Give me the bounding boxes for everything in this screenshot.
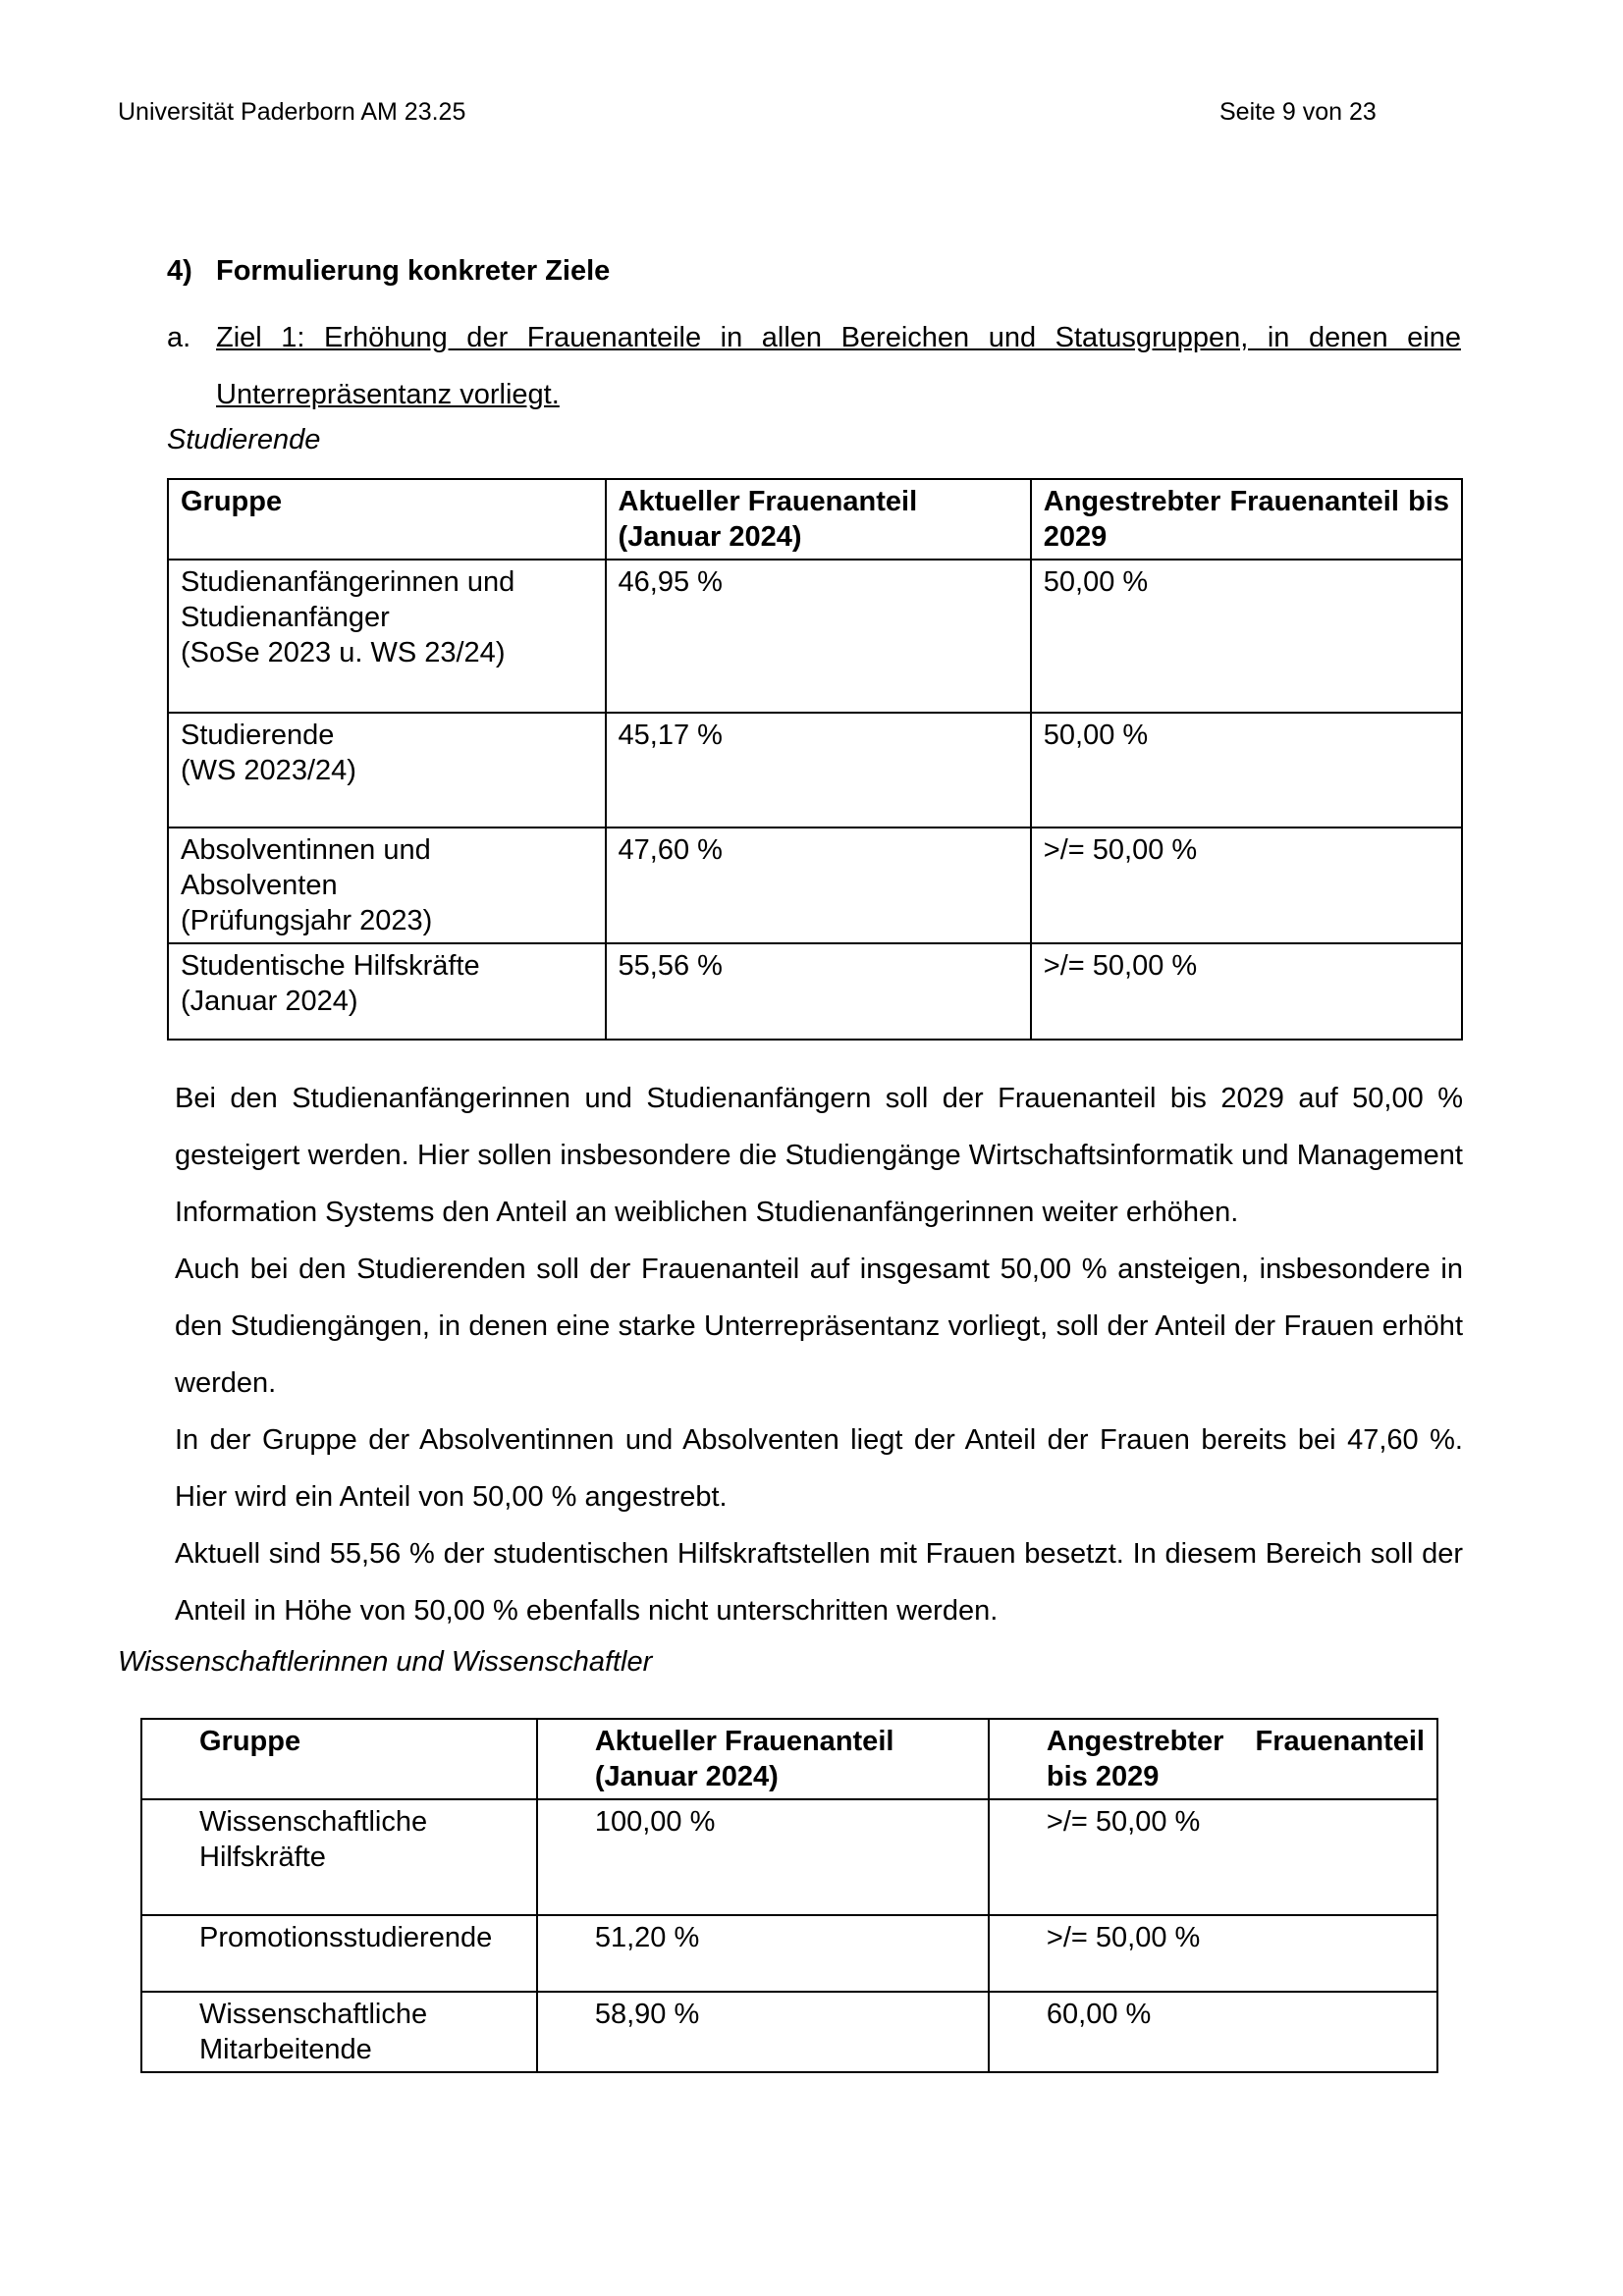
paragraph: Bei den Studienanfängerinnen und Studienanfängern soll der Frauenanteil bis 2029 auf 50,00 % gesteigert werden. Hier sollen insbesondere die Studiengänge Wirtschaftsinformatik und Management Information Systems den Anteil an weiblichen Studienanfängerinnen weiter erhöhen. xyxy=(175,1083,1463,1228)
group-line: Studienanfängerinnen und xyxy=(181,566,515,598)
target-share-cell: 50,00 % xyxy=(1031,560,1462,713)
table-row xyxy=(141,1992,1437,2072)
explanation-text xyxy=(175,1070,1463,1639)
table-row xyxy=(168,560,1462,713)
group-cell xyxy=(141,1799,537,1915)
current-share-cell: 47,60 % xyxy=(606,828,1031,943)
table-row xyxy=(168,713,1462,828)
table-header-row xyxy=(141,1719,1437,1799)
group-line: Studienanfänger xyxy=(181,602,390,633)
group-line: (WS 2023/24) xyxy=(181,755,356,786)
header-page-number: Seite 9 von 23 xyxy=(1219,98,1377,126)
section-heading xyxy=(167,255,610,288)
goal-item xyxy=(167,309,1461,423)
group-line: (SoSe 2023 u. WS 23/24) xyxy=(181,637,506,668)
paragraph: Aktuell sind 55,56 % der studentischen Hilfskraftstellen mit Frauen besetzt. In diesem Bereich soll der Anteil in Höhe von 50,00 % ebenfalls nicht unterschritten werden. xyxy=(175,1538,1463,1627)
goal-marker: a. xyxy=(167,322,191,353)
group-line: Absolventinnen und Absolventen xyxy=(181,834,431,901)
current-share-cell: 58,90 % xyxy=(537,1992,989,2072)
section-title: Formulierung konkreter Ziele xyxy=(216,255,611,287)
group-line: (Januar 2024) xyxy=(181,986,358,1017)
students-table xyxy=(167,478,1463,1041)
column-header-target: Angestrebter Frauenanteil bis 2029 xyxy=(989,1719,1437,1799)
target-share-cell: 50,00 % xyxy=(1031,713,1462,828)
group-line: Wissenschaftliche xyxy=(199,1806,428,1838)
paragraph: In der Gruppe der Absolventinnen und Absolventen liegt der Anteil der Frauen bereits bei 47,60 %. Hier wird ein Anteil von 50,00 % angestrebt. xyxy=(175,1424,1463,1513)
column-header-group: Gruppe xyxy=(168,479,606,560)
current-share-cell: 45,17 % xyxy=(606,713,1031,828)
table-row xyxy=(168,943,1462,1040)
current-share-cell: 55,56 % xyxy=(606,943,1031,1040)
header-institution: Universität Paderborn AM 23.25 xyxy=(118,98,466,126)
group-line: Studentische Hilfskräfte xyxy=(181,950,480,982)
table-header-row xyxy=(168,479,1462,560)
column-header-target: Angestrebter Frauenanteil bis 2029 xyxy=(1031,479,1462,560)
group-line: Mitarbeitende xyxy=(199,2034,372,2065)
target-share-cell: 60,00 % xyxy=(989,1992,1437,2072)
group-line: Studierende xyxy=(181,720,335,751)
group-cell xyxy=(168,943,606,1040)
group-cell xyxy=(141,1915,537,1992)
section-number: 4) xyxy=(167,255,192,287)
scientists-subheading: Wissenschaftlerinnen und Wissenschaftler xyxy=(118,1646,653,1678)
group-cell xyxy=(141,1992,537,2072)
table-row xyxy=(168,828,1462,943)
paragraph: Auch bei den Studierenden soll der Frauenanteil auf insgesamt 50,00 % ansteigen, insbesondere in den Studiengängen, in denen eine starke Unterrepräsentanz vorliegt, soll der Anteil der Frauen erhöht werden. xyxy=(175,1254,1463,1399)
students-subheading: Studierende xyxy=(167,424,321,455)
column-header-group: Gruppe xyxy=(141,1719,537,1799)
target-share-cell: >/= 50,00 % xyxy=(1031,828,1462,943)
current-share-cell: 51,20 % xyxy=(537,1915,989,1992)
table-row xyxy=(141,1799,1437,1915)
column-header-current: Aktueller Frauenanteil (Januar 2024) xyxy=(537,1719,989,1799)
goal-title-line-1: Ziel 1: Erhöhung der Frauenanteile in allen Bereichen und Statusgruppen, in denen eine xyxy=(216,322,1461,353)
group-line: Promotionsstudierende xyxy=(199,1922,493,1953)
group-line: Wissenschaftliche xyxy=(199,1999,428,2030)
goal-title xyxy=(216,309,1461,423)
target-share-cell: >/= 50,00 % xyxy=(989,1915,1437,1992)
target-share-cell: >/= 50,00 % xyxy=(989,1799,1437,1915)
group-line: Hilfskräfte xyxy=(199,1842,326,1873)
current-share-cell: 46,95 % xyxy=(606,560,1031,713)
column-header-current: Aktueller Frauenanteil (Januar 2024) xyxy=(606,479,1031,560)
group-cell xyxy=(168,713,606,828)
table-row xyxy=(141,1915,1437,1992)
group-cell xyxy=(168,828,606,943)
scientists-table xyxy=(140,1718,1438,2073)
current-share-cell: 100,00 % xyxy=(537,1799,989,1915)
group-line: (Prüfungsjahr 2023) xyxy=(181,905,433,936)
goal-title-line-2: Unterrepräsentanz vorliegt. xyxy=(216,379,560,410)
group-cell xyxy=(168,560,606,713)
target-share-cell: >/= 50,00 % xyxy=(1031,943,1462,1040)
